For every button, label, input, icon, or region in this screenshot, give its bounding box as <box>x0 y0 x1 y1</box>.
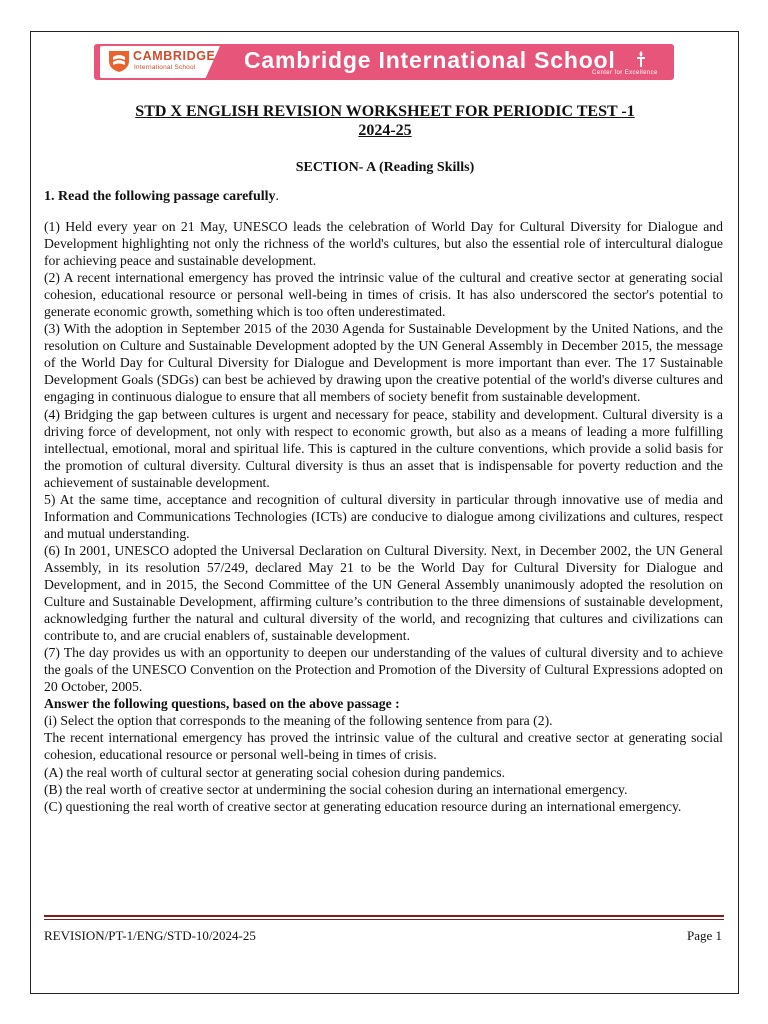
footer-rule <box>44 915 724 917</box>
worksheet-year: 2024-25 <box>358 122 412 139</box>
torch-icon <box>634 50 648 68</box>
passage-body <box>44 218 723 815</box>
page-number: Page 1 <box>686 928 722 943</box>
option-c: (C) questioning the real worth of creative sector at generating education resource during an international emergency. <box>44 798 682 814</box>
option-a: (A) the real worth of cultural sector at generating social cohesion during pandemics. <box>44 764 506 780</box>
question-1-sentence: The recent international emergency has proved the intrinsic value of the cultural and creative sector at generating social cohesion, educational resource or personal well-being in times of crisis. <box>44 730 723 763</box>
paragraph-3: (3) With the adoption in September 2015 of the 2030 Agenda for Sustainable Development by the United Nations, and the resolution on Culture and Sustainable Development adopted by the UN General Assembly in December 2015, the message of the World Day for Cultural Diversity for Dialogue and Development is more important than ever. The 17 Sustainable Development Goals (SDGs) can best be achieved by drawing upon the creative potential of the world's diverse cultures and engaging in continuous dialogue to ensure that all members of society benefit from sustainable development. <box>44 321 723 405</box>
paragraph-1: (1) Held every year on 21 May, UNESCO leads the celebration of World Day for Cultural Diversity for Dialogue and Development highlighting not only the richness of the world's cultures, but also the essential role of intercultural dialogue for achieving peace and sustainable development. <box>44 219 723 269</box>
worksheet-title: STD X ENGLISH REVISION WORKSHEET FOR PERIODIC TEST -1 <box>135 103 635 120</box>
paragraph-2: (2) A recent international emergency has proved the intrinsic value of the cultural and creative sector at generating social cohesion, educational resource or personal well-being in times of crisis. It has also underscored the sector's potential to generate economic growth, something which is too often underestimated. <box>44 270 723 320</box>
footer-code: REVISION/PT-1/ENG/STD-10/2024-25 <box>44 928 256 943</box>
question-heading-text: 1. Read the following passage carefully <box>44 189 276 204</box>
paragraph-6: (6) In 2001, UNESCO adopted the Universal Declaration on Cultural Diversity. Next, in December 2002, the UN General Assembly, in its resolution 57/249, declared May 21 to be the World Day for Cultural Diversity for Dialogue and Development, and in 2015, the Second Committee of the UN General Assembly unanimously adopted the resolution on Culture and Sustainable Development, affirming culture’s contribution to the three dimensions of sustainable development, acknowledging further the natural and cultural diversity of the world, and recognizing that cultures and civilizations can contribute to, and are crucial enablers of, sustainable development. <box>44 542 723 644</box>
question-heading-period: . <box>275 189 280 204</box>
school-tagline: Center for Excellence <box>592 70 658 76</box>
school-name: Cambridge International School <box>244 47 616 73</box>
paragraph-7: (7) The day provides us with an opportunity to deepen our understanding of the values of cultural diversity and to achieve the goals of the UNESCO Convention on the Protection and Promotion of the Diversity of Cultural Expressions adopted on 20 October, 2005. <box>44 645 723 695</box>
paragraph-4: (4) Bridging the gap between cultures is urgent and necessary for peace, stability and development. Cultural diversity is a driving force of development, not only with respect to economic growth, but also as a means of leading a more fulfilling intellectual, emotional, moral and spiritual life. This is captured in the culture conventions, which provide a solid basis for the promotion of cultural diversity. Cultural diversity is thus an asset that is indispensable for poverty reduction and the achievement of sustainable development. <box>44 406 723 490</box>
question-heading <box>44 189 279 205</box>
option-b: (B) the real worth of creative sector at undermining the social cohesion during an international emergency. <box>44 781 628 797</box>
footer-rule-thin <box>44 919 724 920</box>
logo-name: CAMBRIDGE <box>133 49 216 63</box>
paragraph-5: 5) At the same time, acceptance and recognition of cultural diversity in particular through innovative use of media and Information and Communications Technologies (ICTs) are conducive to dialogue among civilizations and cultures, respect and mutual understanding. <box>44 491 723 541</box>
questions-instruction: Answer the following questions, based on the above passage : <box>44 696 400 712</box>
question-1-prompt: (i) Select the option that corresponds to the meaning of the following sentence from para (2). <box>44 713 553 729</box>
section-heading: SECTION- A (Reading Skills) <box>295 160 475 175</box>
shield-logo-icon <box>108 49 130 73</box>
logo-subtitle: International School <box>134 64 196 71</box>
